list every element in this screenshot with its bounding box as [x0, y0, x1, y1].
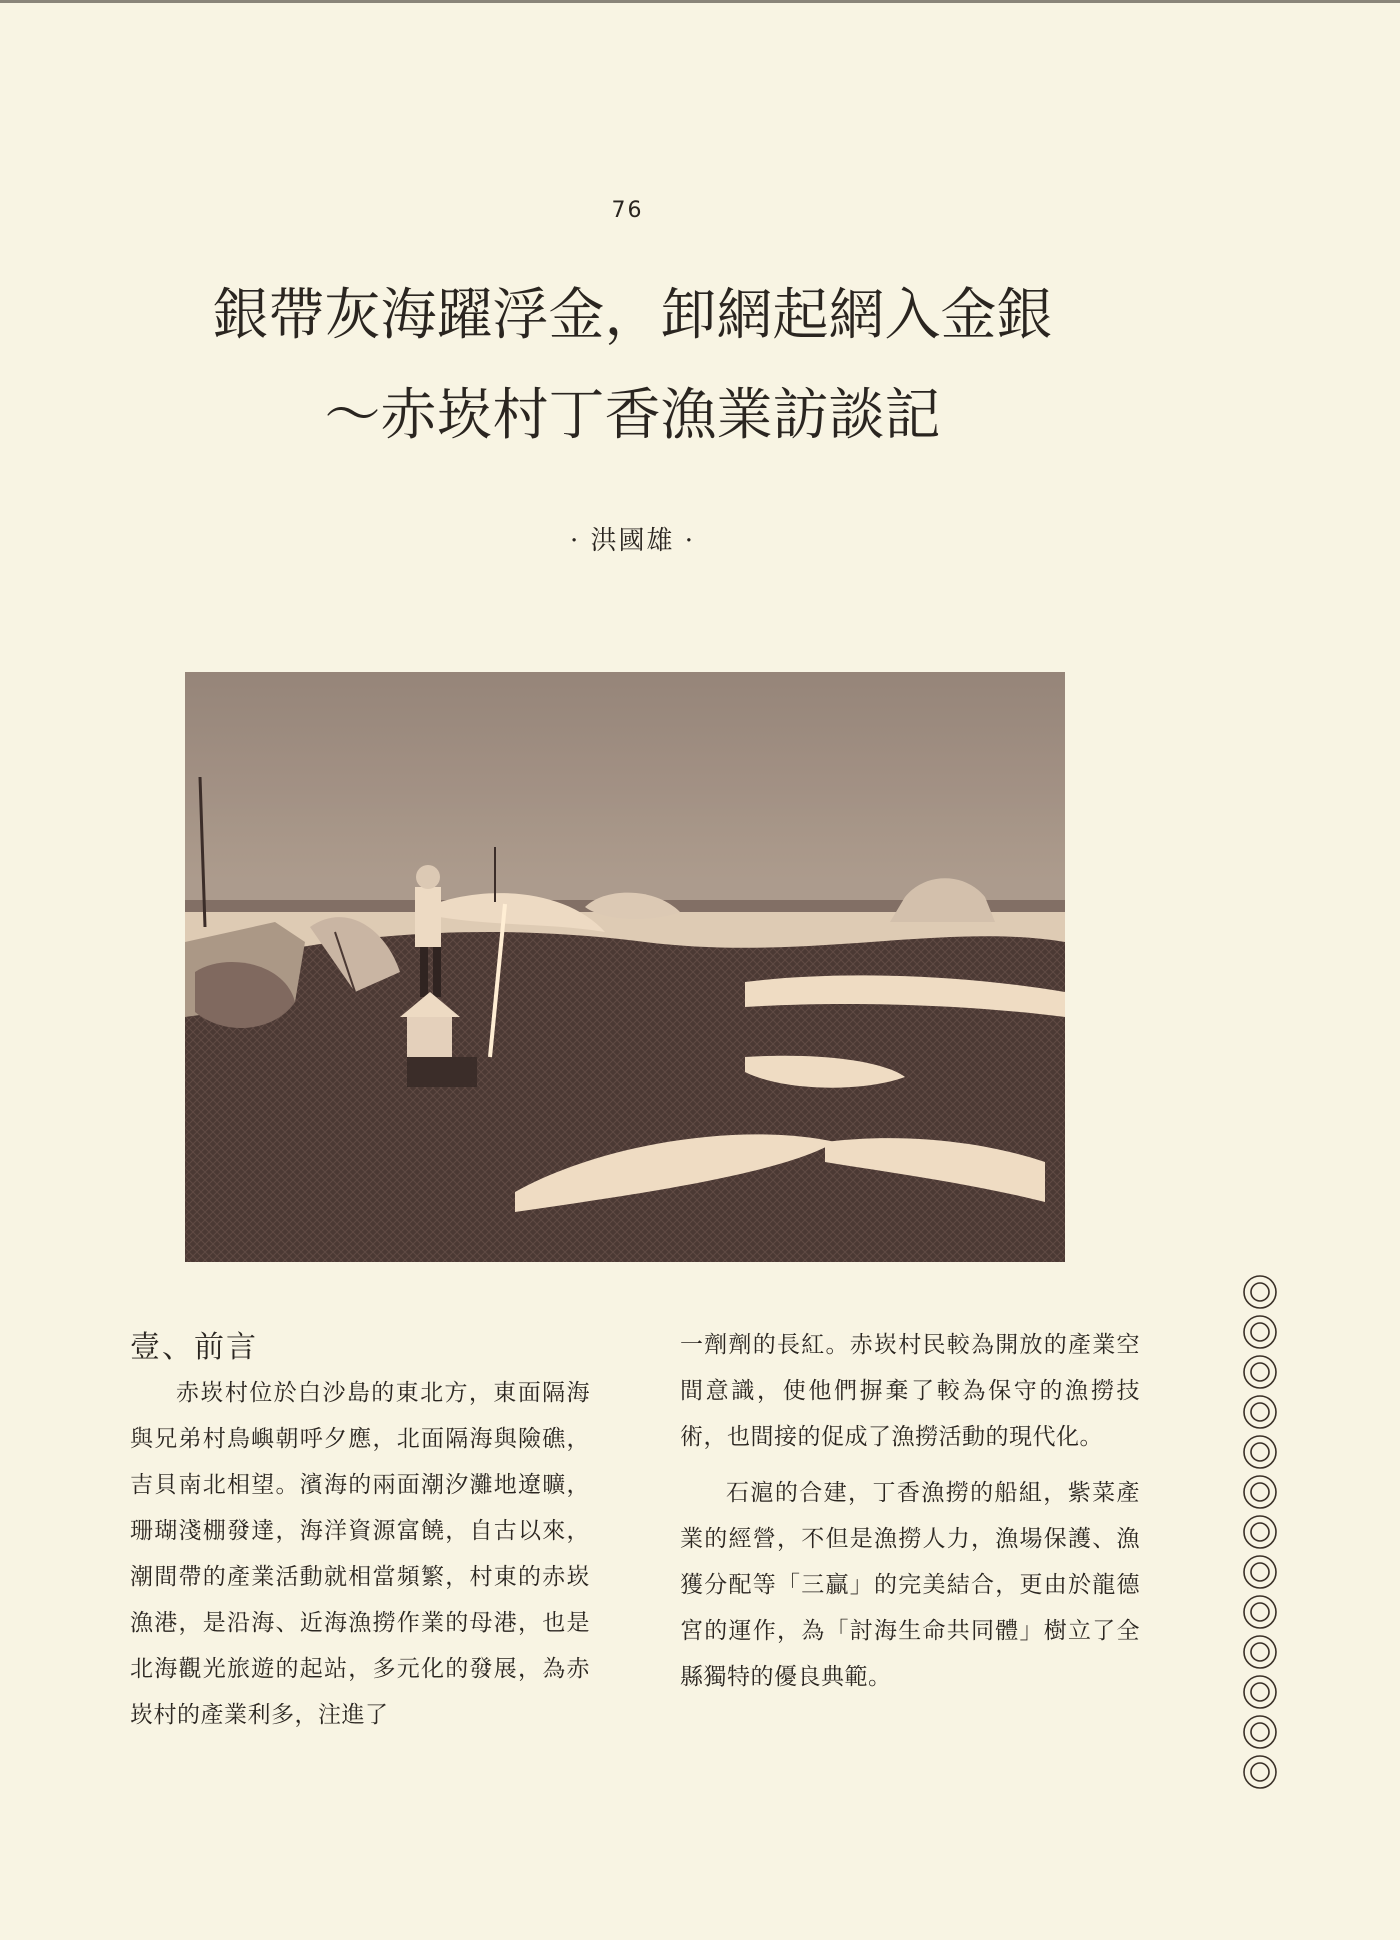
title-line-1: 銀帶灰海躍浮金，卸網起網入金銀 — [212, 283, 1053, 348]
fishing-net-photo — [185, 672, 1065, 1262]
paragraph: 石滬的合建，丁香漁撈的船組，紫菜產業的經營，不但是漁撈人力，漁場保護、漁獲分配等「三贏」的完美結合，更由於龍德宮的運作，為「討海生命共同體」樹立了全縣獨特的優良典範。 — [680, 1480, 1140, 1690]
paragraph: 一劑劑的長紅。赤崁村民較為開放的產業空間意識，使他們摒棄了較為保守的漁撈技術，也間接的促成了漁撈活動的現代化。 — [680, 1332, 1140, 1450]
left-column — [130, 1370, 590, 1738]
title-line-2: ～赤崁村丁香漁業訪談記 — [324, 383, 941, 448]
top-rule — [0, 0, 1400, 3]
decorative-border-ornament — [1240, 1272, 1280, 1792]
page-number: 76 — [611, 198, 644, 223]
right-column — [680, 1322, 1140, 1700]
author: · 洪國雄 · — [569, 526, 696, 556]
paragraph: 赤崁村位於白沙島的東北方，東面隔海與兄弟村鳥嶼朝呼夕應，北面隔海與險礁，吉貝南北相望。濱海的兩面潮汐灘地遼曠，珊瑚淺棚發達，海洋資源富饒，自古以來，潮間帶的產業活動就相當頻繁，村東的赤崁漁港，是沿海、近海漁撈作業的母港，也是北海觀光旅遊的起站，多元化的發展，為赤崁村的產業利多，注進了 — [130, 1380, 590, 1728]
section-heading: 壹、前言 — [130, 1330, 258, 1365]
